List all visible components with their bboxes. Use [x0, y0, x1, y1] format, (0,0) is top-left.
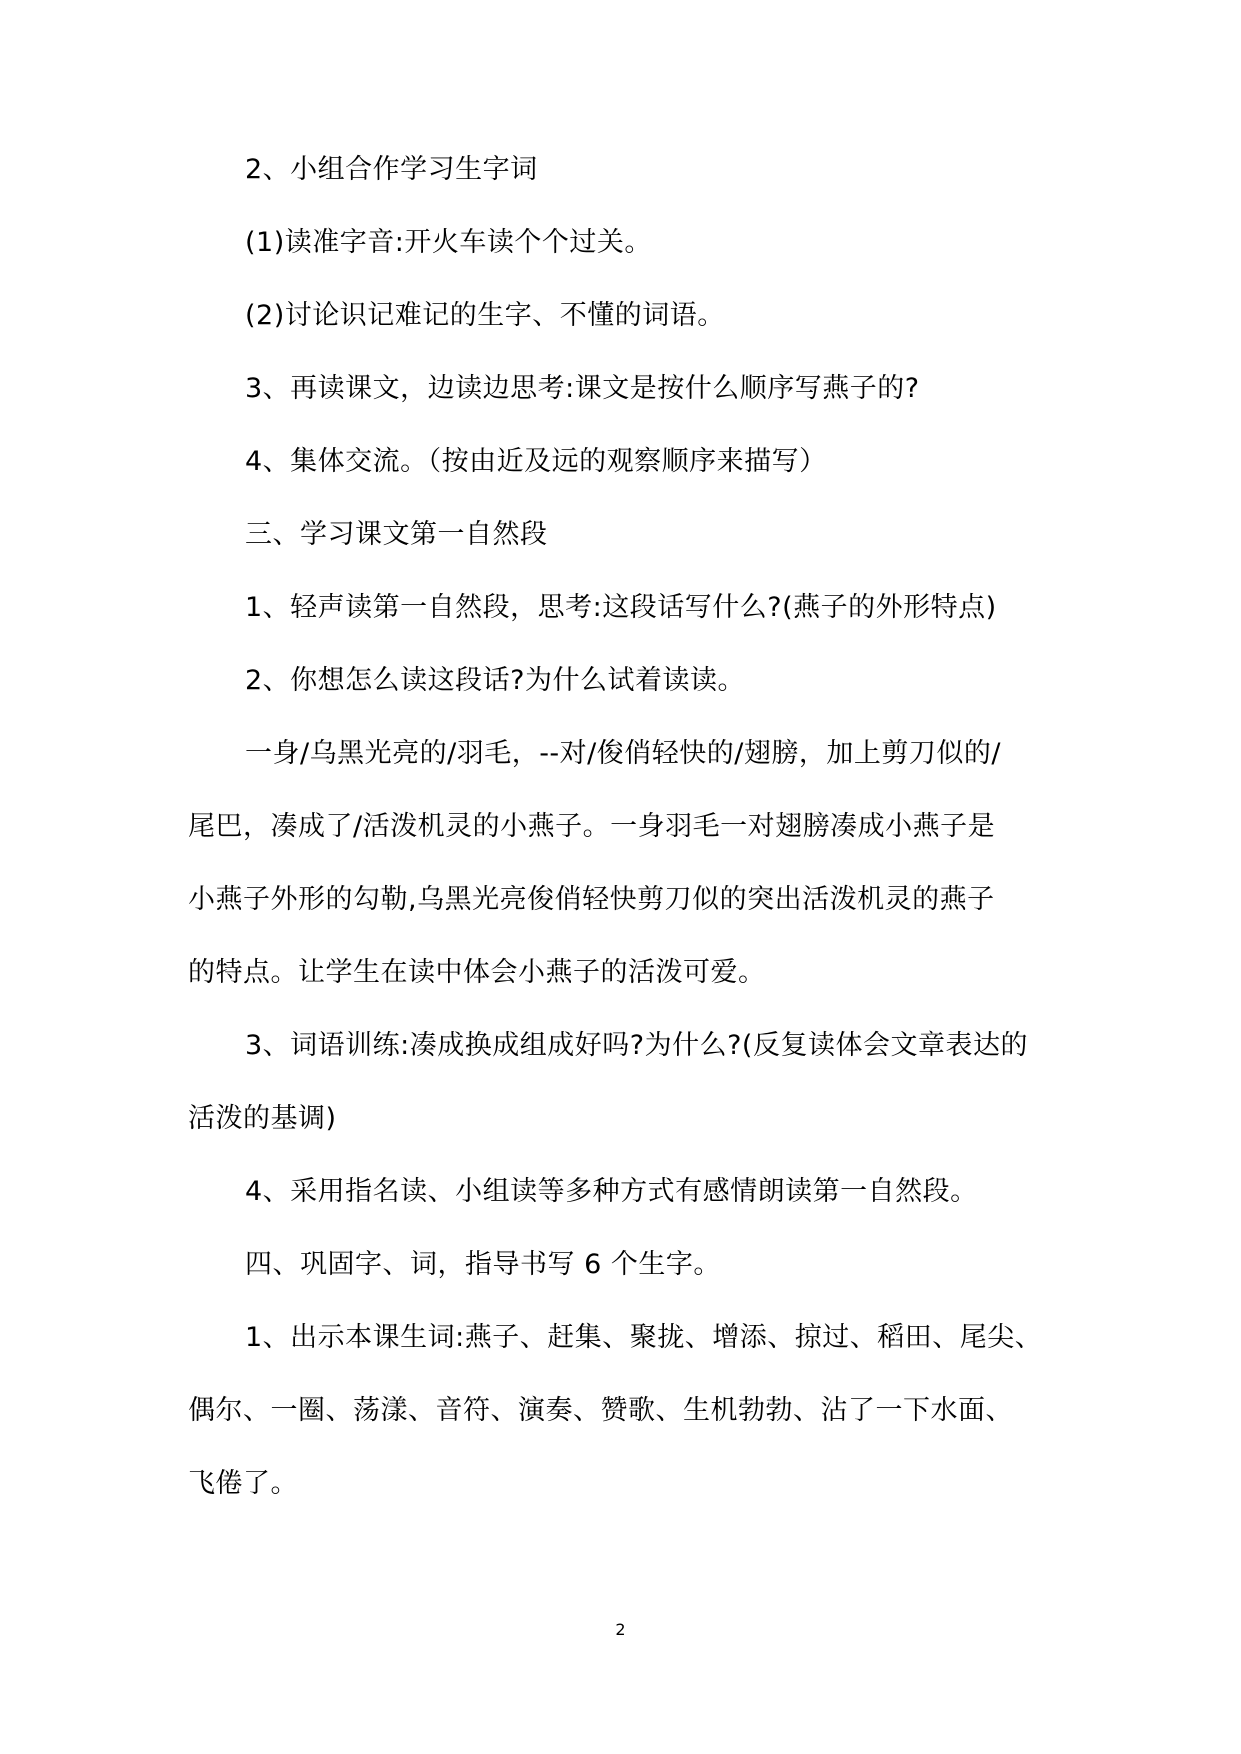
text-line: 活泼的基调): [188, 1103, 337, 1134]
text-line: 小燕子外形的勾勒,乌黑光亮俊俏轻快剪刀似的突出活泼机灵的燕子: [188, 884, 995, 915]
text-line: 3、再读课文，边读边思考:课文是按什么顺序写燕子的?: [245, 373, 920, 404]
text-line: 4、集体交流。（按由近及远的观察顺序来描写）: [245, 446, 827, 477]
text-line: 飞倦了。: [188, 1468, 298, 1499]
text-line: 1、出示本课生词:燕子、赶集、聚拢、增添、掠过、稻田、尾尖、: [245, 1322, 1043, 1353]
text-line: 偶尔、一圈、荡漾、音符、演奏、赞歌、生机勃勃、沾了一下水面、: [188, 1395, 1013, 1426]
section-heading: 四、巩固字、词，指导书写 6 个生字。: [245, 1249, 721, 1280]
text-line: 4、采用指名读、小组读等多种方式有感情朗读第一自然段。: [245, 1176, 978, 1207]
page-number: 2: [615, 1620, 626, 1639]
text-line: 2、小组合作学习生字词: [245, 154, 538, 185]
text-line: 2、你想怎么读这段话?为什么试着读读。: [245, 665, 746, 696]
text-line: 尾巴，凑成了/活泼机灵的小燕子。一身羽毛一对翅膀凑成小燕子是: [188, 811, 996, 842]
section-heading: 三、学习课文第一自然段: [245, 519, 548, 550]
text-line: 3、词语训练:凑成换成组成好吗?为什么?(反复读体会文章表达的: [245, 1030, 1028, 1061]
text-line: 的特点。让学生在读中体会小燕子的活泼可爱。: [188, 957, 766, 988]
text-line: 一身/乌黑光亮的/羽毛，--对/俊俏轻快的/翅膀，加上剪刀似的/: [245, 738, 1001, 769]
text-line: (1)读准字音:开火车读个个过关。: [245, 227, 652, 258]
text-line: (2)讨论识记难记的生字、不懂的词语。: [245, 300, 725, 331]
text-line: 1、轻声读第一自然段，思考:这段话写什么?(燕子的外形特点): [245, 592, 997, 623]
